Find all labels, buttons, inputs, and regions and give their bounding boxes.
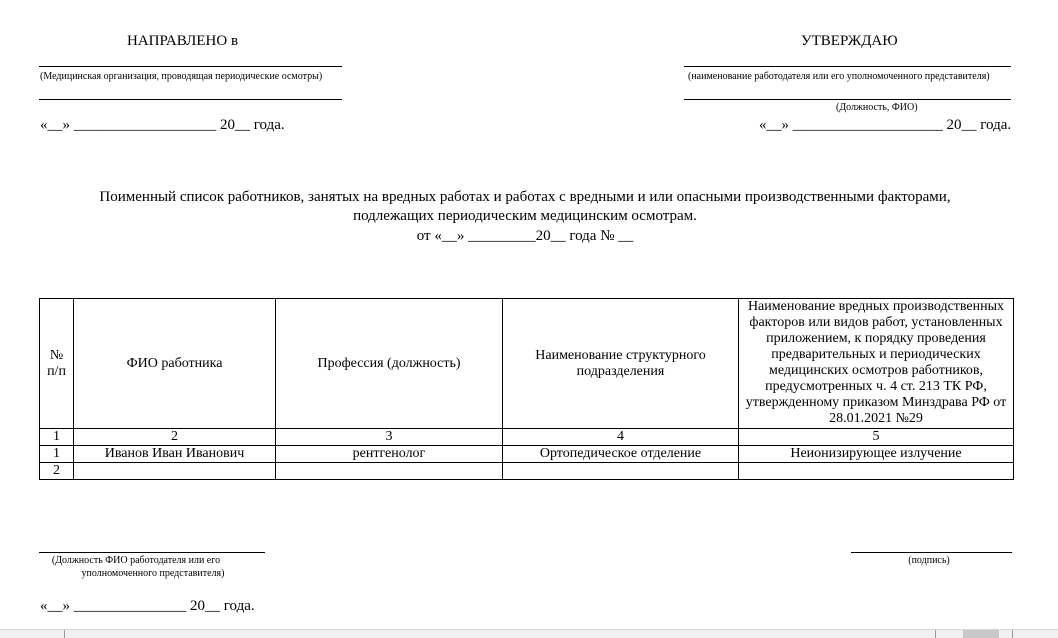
row-factors <box>739 463 1014 480</box>
left-date-line: «__» ___________________ 20__ года. <box>40 117 285 133</box>
header-profession: Профессия (должность) <box>276 299 503 429</box>
signatory-line <box>39 552 265 553</box>
row-department <box>503 463 739 480</box>
signature-line <box>851 552 1012 553</box>
row-name: Иванов Иван Иванович <box>74 446 276 463</box>
table-row <box>40 446 1014 463</box>
right-header-title: УТВЕРЖДАЮ <box>801 33 898 49</box>
signatory-caption-line2: уполномоченного представителя) <box>81 568 225 579</box>
row-profession <box>276 463 503 480</box>
org-line-2 <box>39 99 342 100</box>
document-title-line3: от «__» _________20__ года № __ <box>416 228 634 244</box>
position-line <box>684 99 1011 100</box>
org-line <box>39 66 342 67</box>
header-department: Наименование структурного подразделения <box>503 299 739 429</box>
col-num-4: 4 <box>503 429 739 446</box>
signatory-caption-line1: (Должность ФИО работодателя или его <box>51 555 221 566</box>
document-title-line1: Поименный список работников, занятых на вредных работах и работах с вредными и или опасными производственными факторами, <box>99 189 951 205</box>
org-caption: (Медицинская организация, проводящая периодические осмотры) <box>40 71 323 82</box>
row-number: 2 <box>40 463 74 480</box>
employer-line <box>684 66 1011 67</box>
document-title-line2: подлежащих периодическим медицинским осмотрам. <box>353 208 697 224</box>
row-factors: Неионизирующее излучение <box>739 446 1014 463</box>
header-factors: Наименование вредных производственных факторов или видов работ, установленных приложением, к порядку проведения предварительных и периодических медицинских осмотров работников, предусмотренных ч. 4 ст. 213 ТК РФ, утвержденному приказом Минздрава РФ от 28.01.2021 №29 <box>739 299 1014 429</box>
row-name <box>74 463 276 480</box>
signature-caption: (подпись) <box>908 555 950 566</box>
header-name: ФИО работника <box>74 299 276 429</box>
column-number-row <box>40 429 1014 446</box>
col-num-3: 3 <box>276 429 503 446</box>
header-number: № п/п <box>40 299 74 429</box>
table-row <box>40 463 1014 480</box>
row-number: 1 <box>40 446 74 463</box>
right-date-line: «__» ____________________ 20__ года. <box>759 117 1012 133</box>
employee-table <box>39 298 1014 480</box>
employer-caption: (наименование работодателя или его уполномоченного представителя) <box>688 71 990 82</box>
footer-date-line: «__» _______________ 20__ года. <box>40 598 255 614</box>
left-header-title: НАПРАВЛЕНО в <box>127 33 239 49</box>
col-num-5: 5 <box>739 429 1014 446</box>
col-num-1: 1 <box>40 429 74 446</box>
row-profession: рентгенолог <box>276 446 503 463</box>
col-num-2: 2 <box>74 429 276 446</box>
table-header-row <box>40 299 1014 429</box>
position-caption: (Должность, ФИО) <box>836 102 918 113</box>
row-department: Ортопедическое отделение <box>503 446 739 463</box>
